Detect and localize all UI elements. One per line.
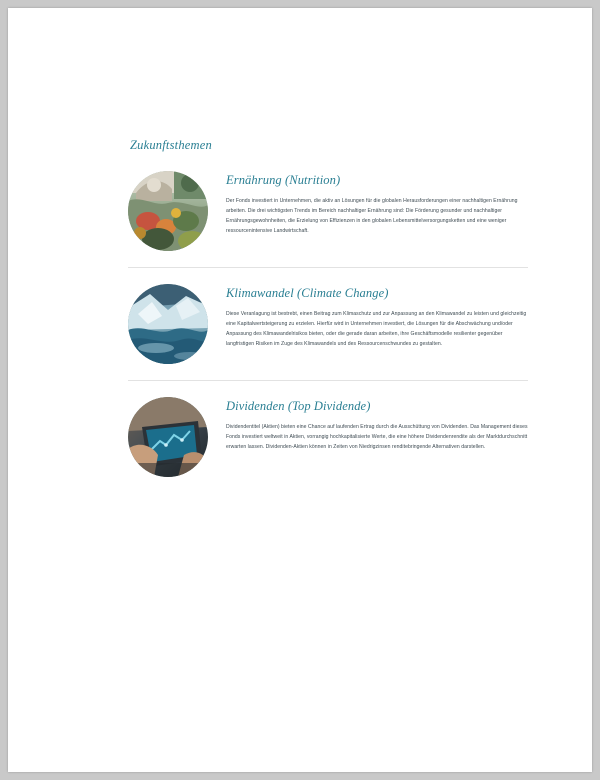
list-item xyxy=(128,380,528,493)
hands-tablet-trading-photo xyxy=(128,397,208,477)
item-text-column xyxy=(226,171,528,237)
document-page xyxy=(8,8,592,772)
thumbnail-wrapper xyxy=(128,171,226,251)
item-text-column xyxy=(226,397,528,453)
list-item xyxy=(128,267,528,380)
list-item xyxy=(128,171,528,267)
glacier-iceberg-photo xyxy=(128,284,208,364)
vegetable-market-basket-photo xyxy=(128,171,208,251)
item-title: Ernährung (Nutrition) xyxy=(226,173,341,187)
item-body: Der Fonds investiert in Unternehmen, die aktiv an Lösungen für die globalen Herausforderungen einer nachhaltigen Ernährung arbeiten. Die drei wichtigsten Trends im Bereich nachhaltiger Ernährung sind: Die Förderung gesunder und nachhaltiger Ernährungsgewohnheiten, die Erzielung von Effizienzen in den globalen Lebensmittelversorgungsketten und eine weniger ressourcenintensive Landwirtschaft. xyxy=(226,198,518,234)
page-title: Zukunftsthemen xyxy=(130,138,212,152)
item-title: Dividenden (Top Dividende) xyxy=(226,399,371,413)
item-title: Klimawandel (Climate Change) xyxy=(226,286,389,300)
thumbnail-wrapper xyxy=(128,284,226,364)
content-area xyxy=(128,138,528,493)
thumbnail-wrapper xyxy=(128,397,226,477)
item-text-column xyxy=(226,284,528,350)
item-body: Diese Veranlagung ist bestrebt, einen Beitrag zum Klimaschutz und zur Anpassung an den Klimawandel zu leisten und gleichzeitig eine Kapitalwertsteigerung zu erzielen. Hierfür wird in Unternehmen investiert, die Lösungen für die Abschwächung und/oder Anpassung des Klimawandelrisikos bieten, oder die gerade daran arbeiten, ihre Geschäftsmodelle resilienter gegenüber langfristigen Risiken im Zuge des Klimawandels und des Ressourcenschwundes zu gestalten. xyxy=(226,311,527,347)
item-body: Dividendentitel (Aktien) bieten eine Chance auf laufenden Ertrag durch die Ausschüttung von Dividenden. Das Management dieses Fonds investiert weltweit in Aktien, vorrangig hochkapitalisierte Werte, die eine höhere Dividendenrendite als der Marktdurchschnitt erwarten lassen. Dividenden-Aktien können in Zeiten von Niedrigzinsen renditebringende Alternativen darstellen. xyxy=(226,424,528,450)
